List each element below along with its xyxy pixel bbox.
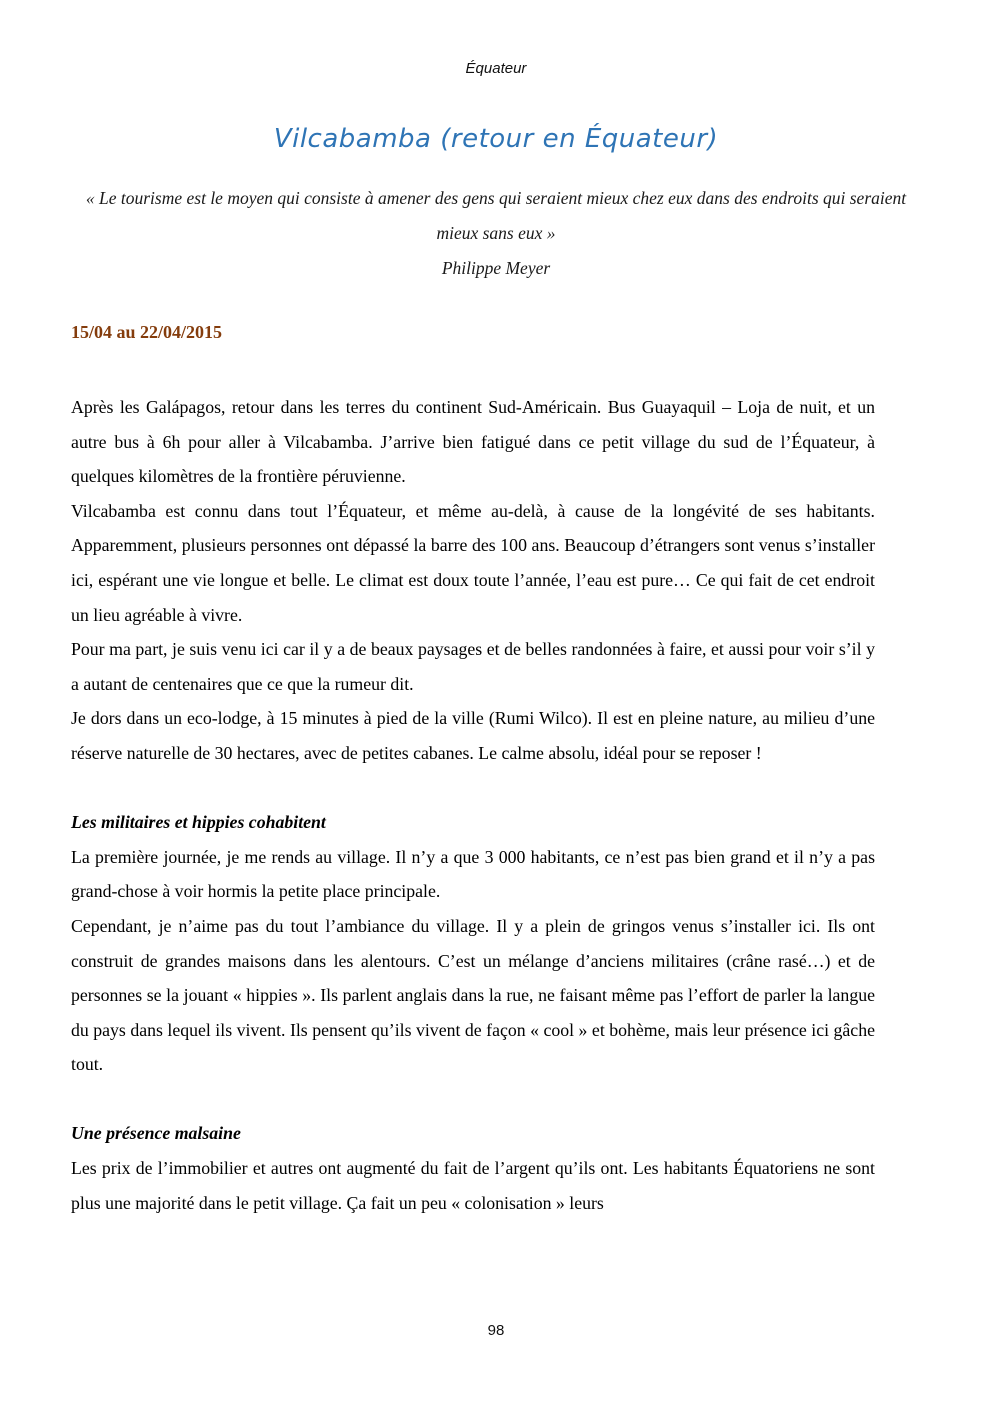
section-heading: Une présence malsaine bbox=[71, 1123, 241, 1144]
epigraph-author: Philippe Meyer bbox=[441, 258, 551, 278]
paragraph: Cependant, je n’aime pas du tout l’ambiance du village. Il y a plein de gringos venus s’installer ici. Ils ont construit de grandes maisons dans les alentours. C’est un mélange d’anciens militaires (crâne rasé…) et de personnes se la jouant « hippies ». Ils parlent anglais dans la rue, ne faisant même pas l’effort de parler la langue du pays dans lequel ils vivent. Ils pensent qu’ils vivent de façon « cool » et bohème, mais leur présence ici gâche tout. bbox=[71, 915, 875, 1075]
chapter-title: Vilcabamba (retour en Équateur) bbox=[273, 124, 719, 154]
spacer bbox=[71, 1082, 875, 1117]
section-heading: Les militaires et hippies cohabitent bbox=[71, 812, 326, 833]
epigraph bbox=[70, 181, 922, 286]
running-header: Équateur bbox=[465, 60, 527, 77]
paragraph: La première journée, je me rends au village. Il n’y a que 3 000 habitants, ce n’est pas bien grand et il n’y a pas grand-chose à voir hormis la petite place principale. bbox=[71, 846, 875, 902]
page-number: 98 bbox=[487, 1322, 505, 1339]
spacer bbox=[71, 771, 875, 806]
body-text bbox=[71, 390, 875, 1220]
paragraph: Après les Galápagos, retour dans les terres du continent Sud-Américain. Bus Guayaquil – Loja de nuit, et un autre bus à 6h pour aller à Vilcabamba. J’arrive bien fatigué dans ce petit village du sud de l’Équateur, à quelques kilomètres de la frontière péruvienne. bbox=[71, 397, 875, 487]
paragraph: Pour ma part, je suis venu ici car il y a de beaux paysages et de belles randonnées à faire, et aussi pour voir s’il y a autant de centenaires que ce que la rumeur dit. bbox=[71, 639, 875, 694]
date-range: 15/04 au 22/04/2015 bbox=[71, 322, 223, 342]
paragraph: Les prix de l’immobilier et autres ont augmenté du fait de l’argent qu’ils ont. Les habitants Équatoriens ne sont plus une majorité dans le petit village. Ça fait un peu « colonisation » leurs bbox=[71, 1158, 875, 1213]
epigraph-quote: « Le tourisme est le moyen qui consiste à amener des gens qui seraient mieux chez eux dans des endroits qui seraient mieux sans eux » bbox=[85, 188, 907, 243]
paragraph: Je dors dans un eco-lodge, à 15 minutes à pied de la ville (Rumi Wilco). Il est en pleine nature, au milieu d’une réserve naturelle de 30 hectares, avec de petites cabanes. Le calme absolu, idéal pour se reposer ! bbox=[71, 708, 875, 763]
paragraph: Vilcabamba est connu dans tout l’Équateur, et même au-delà, à cause de la longévité de ses habitants. Apparemment, plusieurs personnes ont dépassé la barre des 100 ans. Beaucoup d’étrangers sont venus s’installer ici, espérant une vie longue et belle. Le climat est doux toute l’année, l’eau est pure… Ce qui fait de cet endroit un lieu agréable à vivre. bbox=[71, 500, 875, 625]
